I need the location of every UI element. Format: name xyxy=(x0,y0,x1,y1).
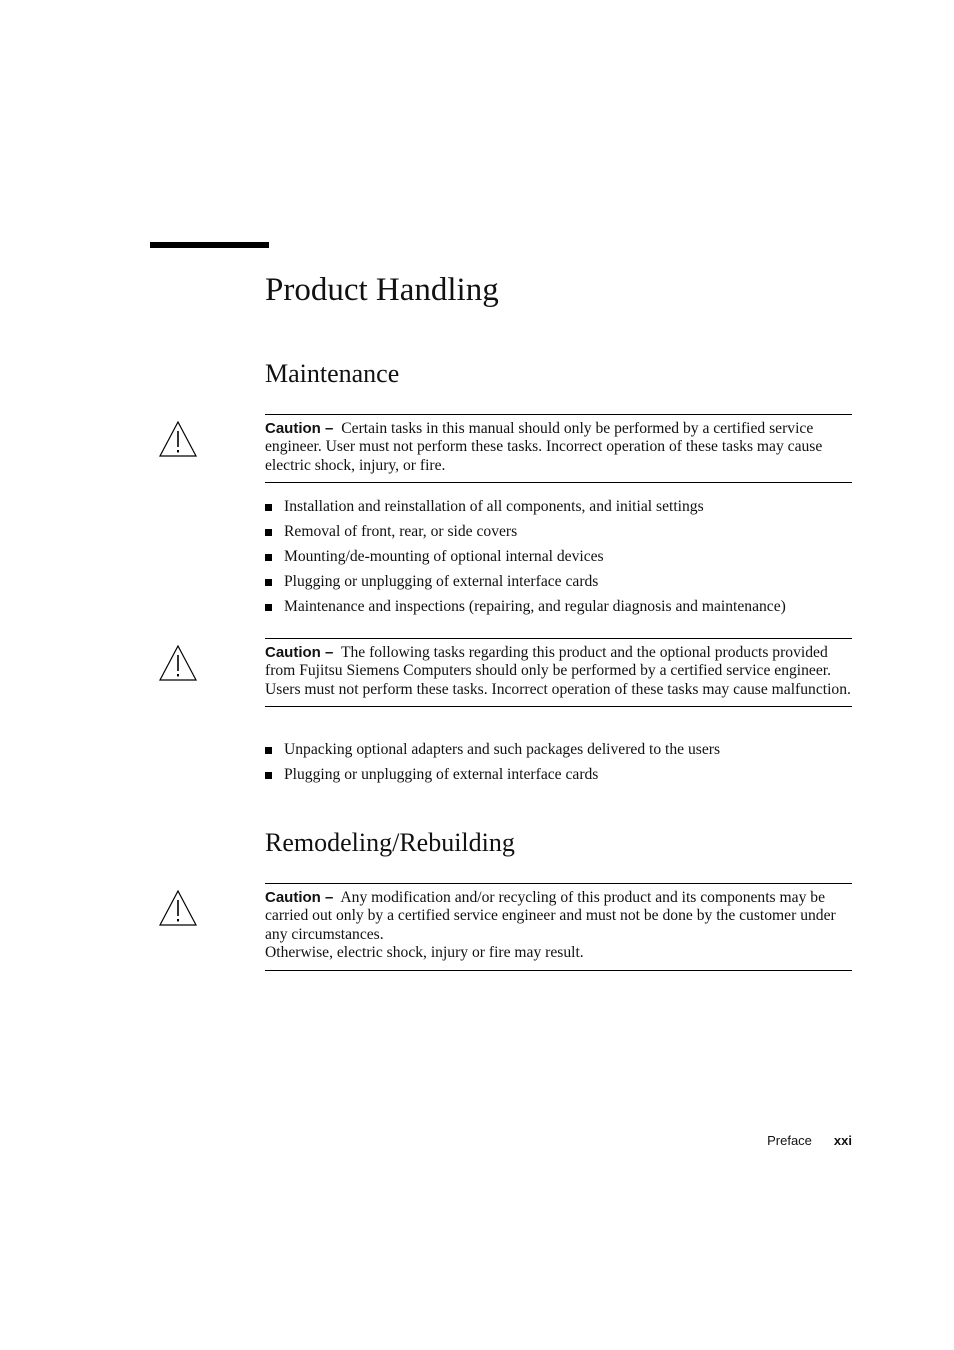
caution-text: Certain tasks in this manual should only be performed by a certified service engineer. User must not perform these tasks. Incorrect operation of these tasks may cause electric shock, injury, or fire. xyxy=(265,420,823,474)
bullet-square-icon xyxy=(265,554,272,561)
warning-triangle-icon xyxy=(159,421,197,457)
page-footer xyxy=(767,1133,852,1148)
caution-box-maintenance-2 xyxy=(265,638,852,707)
bullet-square-icon xyxy=(265,579,272,586)
bullet-list-maintenance-1 xyxy=(265,498,865,623)
caution-text: The following tasks regarding this product and the optional products provided from Fujitsu Siemens Computers should only be performed by a certified service engineer. Users must not perform these tasks. Incorrect operation of these tasks may cause malfunction. xyxy=(265,644,851,698)
section-heading-maintenance: Maintenance xyxy=(265,359,400,388)
caution-label: Caution – xyxy=(265,889,334,906)
list-item: Installation and reinstallation of all components, and initial settings xyxy=(265,498,865,523)
footer-section-name: Preface xyxy=(767,1133,812,1148)
caution-text-continued: Otherwise, electric shock, injury or fire may result. xyxy=(265,944,584,962)
caution-box-remodeling xyxy=(265,883,852,971)
bullet-square-icon xyxy=(265,604,272,611)
bullet-square-icon xyxy=(265,747,272,754)
bullet-square-icon xyxy=(265,772,272,779)
chapter-rule xyxy=(150,242,269,248)
warning-triangle-icon xyxy=(159,890,197,926)
page-title: Product Handling xyxy=(265,272,499,308)
list-item: Removal of front, rear, or side covers xyxy=(265,523,865,548)
list-item: Plugging or unplugging of external interface cards xyxy=(265,766,865,791)
bullet-square-icon xyxy=(265,504,272,511)
caution-text: Any modification and/or recycling of this product and its components may be carried out only by a certified service engineer and must not be done by the customer under any circumstances. xyxy=(265,889,836,943)
list-item: Plugging or unplugging of external interface cards xyxy=(265,573,865,598)
section-heading-remodeling: Remodeling/Rebuilding xyxy=(265,828,515,857)
bullet-square-icon xyxy=(265,529,272,536)
warning-triangle-icon xyxy=(159,645,197,681)
bullet-list-maintenance-2 xyxy=(265,741,865,791)
caution-label: Caution – xyxy=(265,644,334,661)
list-item: Mounting/de-mounting of optional internal devices xyxy=(265,548,865,573)
caution-box-maintenance-1 xyxy=(265,414,852,483)
list-item: Unpacking optional adapters and such packages delivered to the users xyxy=(265,741,865,766)
page-number: xxi xyxy=(833,1133,852,1148)
caution-label: Caution – xyxy=(265,420,334,437)
list-item: Maintenance and inspections (repairing, and regular diagnosis and maintenance) xyxy=(265,598,865,623)
